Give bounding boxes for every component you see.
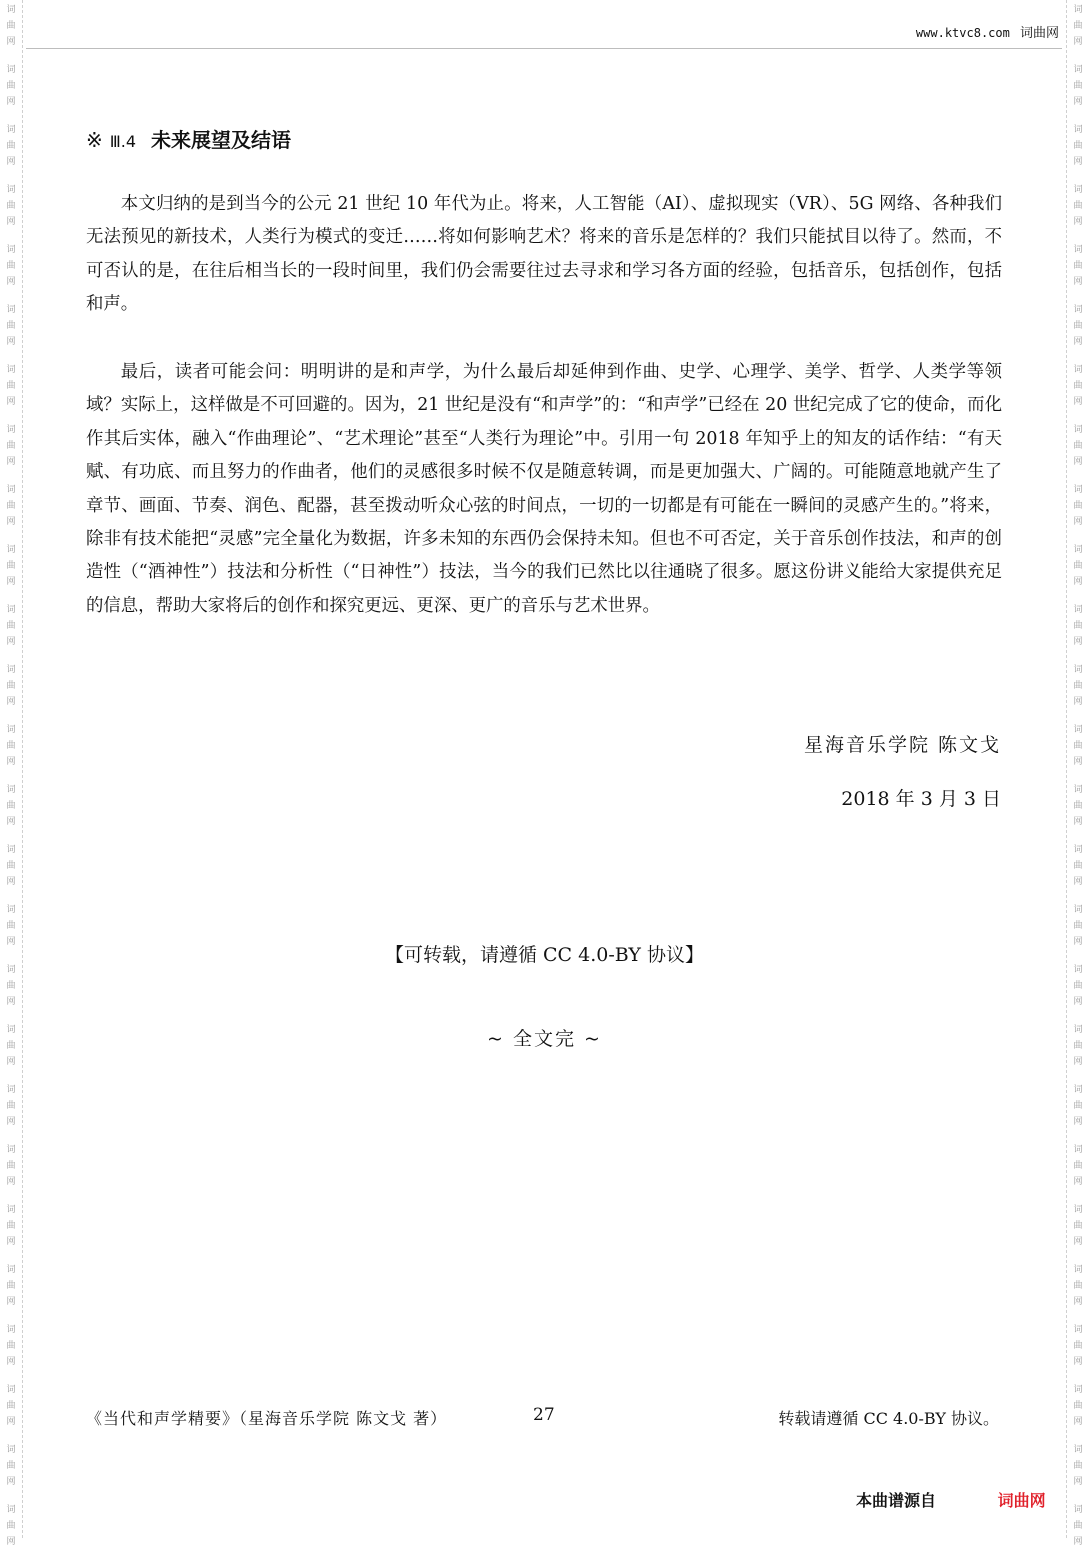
watermark-char: 词	[6, 545, 16, 555]
watermark-char: 词	[1073, 1085, 1083, 1095]
watermark-char: 词	[1073, 725, 1083, 735]
watermark-char: 网	[6, 157, 16, 167]
watermark-char: 曲	[6, 981, 16, 991]
watermark-char: 曲	[1073, 321, 1083, 331]
watermark-char: 曲	[1073, 681, 1083, 691]
watermark-stamp	[6, 1320, 15, 1380]
watermark-char: 曲	[6, 1221, 16, 1231]
watermark-char: 网	[1073, 1177, 1083, 1187]
watermark-char: 曲	[1073, 1401, 1083, 1411]
watermark-char: 网	[1073, 997, 1083, 1007]
watermark-stamp	[1073, 780, 1082, 840]
watermark-char: 网	[6, 637, 16, 647]
watermark-stamp	[1073, 1500, 1082, 1560]
watermark-char: 曲	[1073, 381, 1083, 391]
watermark-char: 网	[1073, 217, 1083, 227]
watermark-char: 网	[6, 517, 16, 527]
paragraph-future-outlook: 本文归纳的是到当今的公元 21 世纪 10 年代为止。将来，人工智能（AI）、虚拟现实（VR）、5G 网络、各种我们无法预见的新技术，人类行为模式的变迁……将如何影响艺术？将来的音乐是怎样的？我们只能拭目以待了。然而，不可否认的是，在往后相当长的一段时间里，我们仍会需要往过去寻求和学习各方面的经验，包括音乐，包括创作，包括和声。	[86, 194, 1002, 315]
watermark-char: 网	[1073, 1237, 1083, 1247]
watermark-char: 网	[1073, 277, 1083, 287]
watermark-char: 词	[1073, 125, 1083, 135]
section-heading	[86, 124, 291, 153]
watermark-char: 词	[1073, 305, 1083, 315]
footer-license: 转载请遵循 CC 4.0-BY 协议。	[778, 1409, 999, 1428]
watermark-char: 词	[6, 425, 16, 435]
watermark-char: 词	[6, 365, 16, 375]
watermark-char: 词	[6, 725, 16, 735]
watermark-char: 词	[6, 1505, 16, 1515]
watermark-char: 曲	[1073, 1521, 1083, 1531]
watermark-char: 词	[1073, 1025, 1083, 1035]
watermark-char: 曲	[1073, 81, 1083, 91]
watermark-char: 网	[6, 457, 16, 467]
watermark-stamp	[1073, 1440, 1082, 1500]
license-notice: 【可转载，请遵循 CC 4.0-BY 协议】	[384, 944, 704, 966]
right-watermark-strip	[1066, 0, 1089, 1547]
watermark-char: 网	[6, 877, 16, 887]
watermark-char: 曲	[1073, 561, 1083, 571]
watermark-char: 词	[1073, 1265, 1083, 1275]
watermark-char: 曲	[6, 501, 16, 511]
watermark-char: 曲	[6, 1521, 16, 1531]
watermark-char: 词	[6, 1445, 16, 1455]
watermark-char: 曲	[1073, 1341, 1083, 1351]
watermark-char: 网	[1073, 1477, 1083, 1487]
watermark-stamp	[6, 540, 15, 600]
watermark-char: 曲	[1073, 741, 1083, 751]
watermark-char: 词	[6, 485, 16, 495]
watermark-char: 网	[1073, 517, 1083, 527]
watermark-char: 曲	[1073, 981, 1083, 991]
watermark-char: 词	[1073, 785, 1083, 795]
section-title: 未来展望及结语	[151, 128, 291, 152]
watermark-char: 曲	[6, 261, 16, 271]
watermark-stamp	[6, 240, 15, 300]
left-watermark-column	[0, 0, 22, 1560]
watermark-stamp	[6, 420, 15, 480]
watermark-char: 词	[1073, 365, 1083, 375]
watermark-char: 词	[1073, 1205, 1083, 1215]
watermark-char: 曲	[1073, 201, 1083, 211]
watermark-char: 网	[6, 577, 16, 587]
watermark-char: 网	[6, 1117, 16, 1127]
watermark-char: 词	[1073, 1385, 1083, 1395]
watermark-char: 曲	[1073, 261, 1083, 271]
watermark-char: 曲	[1073, 1041, 1083, 1051]
watermark-char: 网	[1073, 157, 1083, 167]
header-site	[916, 22, 1059, 41]
watermark-char: 网	[1073, 697, 1083, 707]
watermark-stamp	[1073, 360, 1082, 420]
watermark-char: 曲	[6, 81, 16, 91]
source-brand-link[interactable]: 词曲网	[997, 1491, 1046, 1510]
watermark-char: 网	[1073, 1297, 1083, 1307]
watermark-char: 词	[1073, 965, 1083, 975]
watermark-char: 曲	[6, 381, 16, 391]
watermark-char: 词	[6, 65, 16, 75]
source-credit	[856, 1488, 1046, 1511]
watermark-char: 网	[6, 997, 16, 1007]
watermark-stamp	[6, 720, 15, 780]
watermark-char: 曲	[1073, 621, 1083, 631]
watermark-stamp	[1073, 720, 1082, 780]
watermark-char: 词	[1073, 425, 1083, 435]
watermark-stamp	[1073, 1140, 1082, 1200]
watermark-char: 词	[6, 905, 16, 915]
watermark-char: 网	[1073, 97, 1083, 107]
watermark-char: 曲	[6, 1161, 16, 1171]
watermark-char: 网	[1073, 37, 1083, 47]
watermark-char: 网	[6, 1477, 16, 1487]
watermark-char: 曲	[6, 1281, 16, 1291]
watermark-stamp	[6, 780, 15, 840]
watermark-stamp	[1073, 1380, 1082, 1440]
watermark-char: 词	[6, 965, 16, 975]
watermark-stamp	[6, 960, 15, 1020]
watermark-char: 网	[1073, 757, 1083, 767]
watermark-char: 词	[1073, 545, 1083, 555]
watermark-char: 网	[6, 1057, 16, 1067]
watermark-char: 曲	[6, 621, 16, 631]
paragraph-conclusion: 最后，读者可能会问：明明讲的是和声学，为什么最后却延伸到作曲、史学、心理学、美学、哲学、人类学等领域？实际上，这样做是不可回避的。因为，21 世纪是没有“和声学”的：“和声学”已经在 20 世纪完成了它的使命，而化作其后实体，融入“作曲理论”、“艺术理论”甚至“人类行为理论”中。引用一句 2018 年知乎上的知友的话作结：“有天赋、有功底、而且努力的作曲者，他们的灵感很多时候不仅是随意转调，而是更加强大、广阔的。可能随意地就产生了章节、画面、节奏、润色、配器，甚至拨动听众心弦的时间点，一切的一切都是有可能在一瞬间的灵感产生的。”将来，除非有技术能把“灵感”完全量化为数据，许多未知的东西仍会保持未知。但也不可否定，关于音乐创作技法，和声的创造性（“酒神性”）技法和分析性（“日神性”）技法，当今的我们已然比以往通晓了很多。愿这份讲义能给大家提供充足的信息，帮助大家将后的创作和探究更远、更深、更广的音乐与艺术世界。	[86, 362, 1002, 616]
watermark-char: 词	[6, 1205, 16, 1215]
watermark-char: 曲	[1073, 1461, 1083, 1471]
watermark-char: 曲	[6, 741, 16, 751]
watermark-char: 曲	[6, 141, 16, 151]
watermark-char: 网	[1073, 397, 1083, 407]
watermark-char: 网	[1073, 937, 1083, 947]
watermark-char: 曲	[1073, 1221, 1083, 1231]
section-number: Ⅲ.4	[109, 132, 137, 151]
watermark-stamp	[1073, 60, 1082, 120]
watermark-char: 网	[6, 217, 16, 227]
watermark-char: 网	[6, 97, 16, 107]
watermark-char: 词	[1073, 1505, 1083, 1515]
watermark-char: 网	[1073, 877, 1083, 887]
watermark-char: 网	[6, 1417, 16, 1427]
watermark-stamp	[6, 0, 15, 60]
watermark-char: 曲	[6, 921, 16, 931]
watermark-char: 曲	[6, 801, 16, 811]
watermark-stamp	[6, 1200, 15, 1260]
watermark-char: 网	[6, 1357, 16, 1367]
watermark-char: 曲	[1073, 1281, 1083, 1291]
footer-page-number: 27	[533, 1405, 555, 1425]
watermark-char: 网	[1073, 1057, 1083, 1067]
watermark-char: 网	[6, 1237, 16, 1247]
watermark-stamp	[6, 480, 15, 540]
watermark-char: 网	[6, 817, 16, 827]
watermark-stamp	[1073, 1260, 1082, 1320]
watermark-stamp	[1073, 240, 1082, 300]
watermark-char: 曲	[6, 201, 16, 211]
header-url[interactable]: www.ktvc8.com	[915, 26, 1010, 40]
watermark-char: 词	[1073, 1445, 1083, 1455]
watermark-char: 网	[6, 1177, 16, 1187]
signature-date: 2018 年 3 月 3 日	[841, 788, 1001, 810]
watermark-stamp	[6, 300, 15, 360]
watermark-char: 网	[6, 757, 16, 767]
watermark-char: 曲	[6, 1341, 16, 1351]
footer-book-title: 《当代和声学精要》（星海音乐学院 陈文戈 著）	[86, 1409, 448, 1428]
watermark-stamp	[6, 1080, 15, 1140]
watermark-char: 曲	[1073, 801, 1083, 811]
watermark-stamp	[1073, 1080, 1082, 1140]
watermark-char: 曲	[6, 1401, 16, 1411]
watermark-char: 曲	[1073, 1161, 1083, 1171]
watermark-stamp	[6, 60, 15, 120]
watermark-stamp	[6, 1260, 15, 1320]
watermark-char: 词	[1073, 665, 1083, 675]
watermark-char: 词	[6, 1085, 16, 1095]
left-watermark-strip	[0, 0, 23, 1547]
watermark-stamp	[1073, 300, 1082, 360]
watermark-char: 网	[1073, 457, 1083, 467]
watermark-stamp	[1073, 600, 1082, 660]
watermark-char: 网	[1073, 1537, 1083, 1547]
watermark-char: 词	[6, 305, 16, 315]
watermark-char: 网	[6, 697, 16, 707]
watermark-char: 曲	[6, 861, 16, 871]
watermark-stamp	[6, 1380, 15, 1440]
watermark-stamp	[1073, 1200, 1082, 1260]
watermark-char: 曲	[6, 1461, 16, 1471]
watermark-char: 词	[1073, 905, 1083, 915]
watermark-char: 曲	[1073, 141, 1083, 151]
watermark-char: 词	[6, 1025, 16, 1035]
watermark-char: 词	[6, 665, 16, 675]
watermark-char: 曲	[1073, 921, 1083, 931]
watermark-stamp	[6, 1140, 15, 1200]
watermark-char: 曲	[6, 681, 16, 691]
watermark-char: 网	[1073, 1357, 1083, 1367]
watermark-char: 词	[6, 785, 16, 795]
watermark-stamp	[6, 1500, 15, 1560]
watermark-stamp	[6, 600, 15, 660]
watermark-char: 词	[6, 1385, 16, 1395]
watermark-char: 网	[6, 937, 16, 947]
watermark-char: 词	[1073, 845, 1083, 855]
watermark-char: 词	[1073, 605, 1083, 615]
watermark-char: 网	[6, 337, 16, 347]
watermark-char: 曲	[1073, 441, 1083, 451]
watermark-char: 词	[6, 1265, 16, 1275]
watermark-char: 曲	[6, 321, 16, 331]
watermark-char: 曲	[6, 561, 16, 571]
watermark-char: 曲	[6, 21, 16, 31]
watermark-char: 词	[6, 605, 16, 615]
header-rule	[26, 48, 1062, 49]
watermark-char: 网	[6, 37, 16, 47]
watermark-stamp	[1073, 420, 1082, 480]
watermark-stamp	[1073, 840, 1082, 900]
watermark-char: 词	[6, 1325, 16, 1335]
watermark-char: 词	[1073, 1145, 1083, 1155]
watermark-char: 词	[6, 125, 16, 135]
watermark-char: 曲	[6, 441, 16, 451]
watermark-char: 曲	[6, 1041, 16, 1051]
signature-author: 星海音乐学院 陈文戈	[803, 734, 1001, 756]
watermark-stamp	[6, 840, 15, 900]
watermark-char: 网	[6, 397, 16, 407]
end-of-text-mark: ~ 全文完 ~	[487, 1028, 602, 1050]
right-watermark-column	[1067, 0, 1089, 1560]
watermark-char: 词	[6, 245, 16, 255]
watermark-char: 网	[1073, 1417, 1083, 1427]
watermark-char: 词	[1073, 485, 1083, 495]
watermark-stamp	[1073, 1320, 1082, 1380]
watermark-stamp	[1073, 660, 1082, 720]
watermark-stamp	[1073, 180, 1082, 240]
watermark-char: 网	[6, 1297, 16, 1307]
header-site-name: 词曲网	[1019, 26, 1059, 41]
watermark-char: 曲	[6, 1101, 16, 1111]
watermark-char: 网	[1073, 577, 1083, 587]
watermark-char: 网	[6, 1537, 16, 1547]
watermark-char: 网	[1073, 1117, 1083, 1127]
watermark-char: 词	[1073, 1325, 1083, 1335]
watermark-char: 网	[1073, 817, 1083, 827]
watermark-char: 网	[1073, 637, 1083, 647]
watermark-char: 曲	[1073, 501, 1083, 511]
watermark-stamp	[6, 1440, 15, 1500]
source-label: 本曲谱源自	[856, 1491, 937, 1510]
watermark-stamp	[1073, 540, 1082, 600]
watermark-stamp	[1073, 0, 1082, 60]
watermark-char: 曲	[1073, 21, 1083, 31]
watermark-char: 曲	[1073, 861, 1083, 871]
watermark-char: 词	[6, 185, 16, 195]
watermark-stamp	[1073, 960, 1082, 1020]
watermark-char: 曲	[1073, 1101, 1083, 1111]
watermark-stamp	[6, 120, 15, 180]
watermark-char: 词	[6, 845, 16, 855]
watermark-char: 词	[1073, 185, 1083, 195]
watermark-char: 网	[1073, 337, 1083, 347]
watermark-char: 词	[1073, 5, 1083, 15]
watermark-char: 词	[6, 5, 16, 15]
watermark-stamp	[6, 360, 15, 420]
watermark-stamp	[6, 660, 15, 720]
watermark-stamp	[1073, 120, 1082, 180]
watermark-char: 词	[6, 1145, 16, 1155]
reference-mark: ※	[86, 128, 103, 152]
watermark-stamp	[6, 180, 15, 240]
watermark-char: 词	[1073, 65, 1083, 75]
watermark-char: 词	[1073, 245, 1083, 255]
watermark-stamp	[1073, 480, 1082, 540]
watermark-char: 网	[6, 277, 16, 287]
